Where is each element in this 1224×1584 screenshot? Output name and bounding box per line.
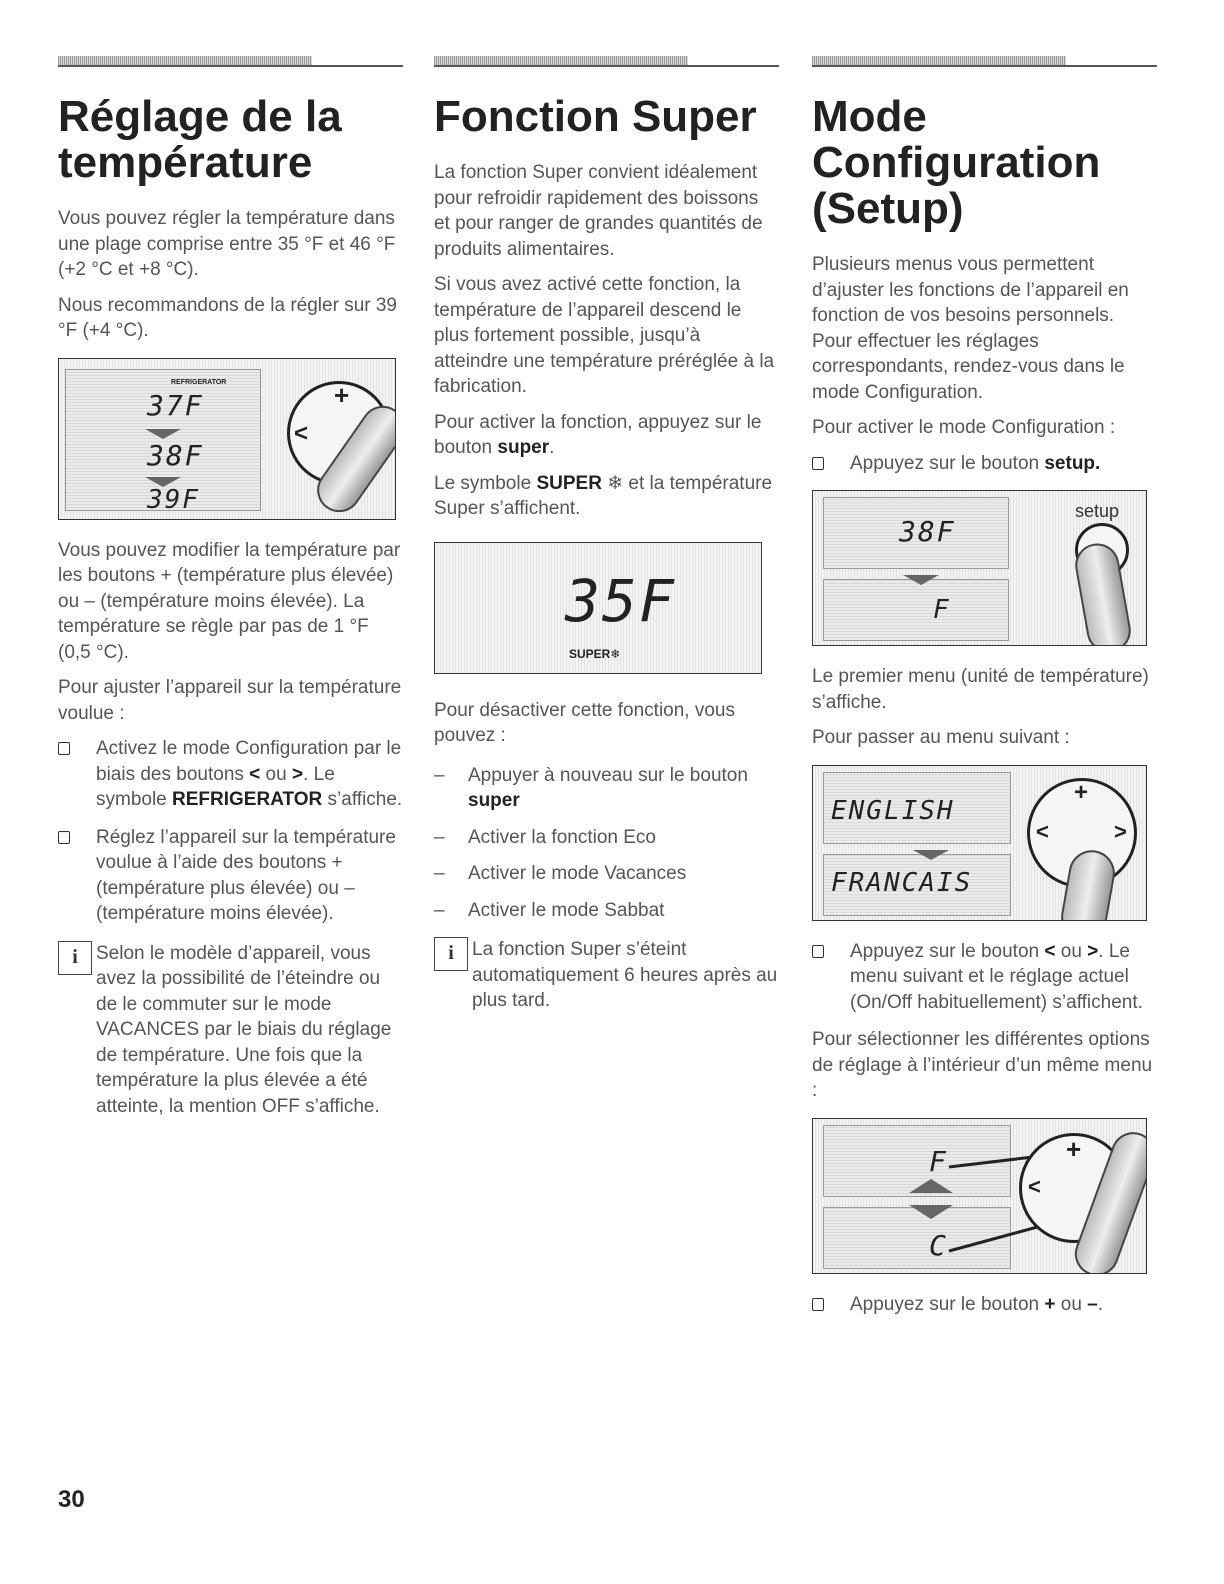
plus-button: +: [334, 379, 350, 410]
temp-value: 38F: [147, 438, 204, 472]
paragraph: Vous pouvez modifier la température par les boutons + (température plus élevée) ou – (température moins élevée). La température se règle par pas de 1 °F (0,5 °C).: [58, 539, 401, 663]
page-number: 30: [58, 1486, 85, 1513]
checkbox-bullet-icon: [812, 457, 824, 470]
column-super-function: [434, 56, 779, 1014]
super-label: SUPER❄: [569, 646, 621, 661]
list-item: – Activer le mode Sabbat: [434, 899, 665, 921]
unit-value: F: [933, 595, 951, 625]
list-item: Appuyez sur le bouton + ou –.: [812, 1292, 1157, 1318]
section-rule: [434, 56, 779, 68]
left-button: <: [1028, 1173, 1041, 1199]
paragraph: Nous recommandons de la régler sur 39 °F (+4 °C).: [58, 294, 398, 341]
arrow-down-icon: [913, 850, 949, 860]
setup-button-label: setup: [1075, 501, 1120, 521]
paragraph: Pour sélectionner les différentes options de réglage à l’intérieur d’un même menu :: [812, 1029, 1153, 1101]
section-rule: [58, 56, 403, 68]
super-temp-value: 35F: [565, 566, 676, 635]
checkbox-bullet-icon: [812, 945, 824, 958]
temperature-panel-illustration: [58, 358, 396, 520]
plus-button: +: [1074, 778, 1089, 806]
arrow-down-icon: [145, 429, 181, 439]
list-item: – Activer le mode Vacances: [434, 863, 687, 884]
paragraph: Pour activer la fonction, appuyez sur le bouton super.: [434, 411, 762, 458]
display-bottom: [823, 579, 1009, 641]
section-title: Fonction Super: [434, 92, 757, 141]
section-rule: [812, 56, 1157, 68]
paragraph: Vous pouvez régler la température dans une plage comprise entre 35 °F et 46 °F (+2 °C et +8 °C).: [58, 208, 396, 280]
info-icon: i: [434, 937, 468, 971]
paragraph: Le symbole SUPER ❄ et la température Super s’affichent.: [434, 472, 773, 519]
left-button: <: [1036, 818, 1049, 844]
list-item: – Appuyer à nouveau sur le bouton super: [434, 764, 748, 811]
temp-value: 37F: [147, 388, 204, 422]
list-item: Appuyez sur le bouton setup.: [812, 451, 1157, 477]
info-icon: i: [58, 941, 92, 975]
section-title: Mode Configuration (Setup): [812, 92, 1101, 233]
checkbox-bullet-icon: [812, 1298, 824, 1311]
menu-line-francais: FRANCAIS: [831, 867, 973, 898]
checkbox-bullet-icon: [58, 831, 70, 844]
refrigerator-label: REFRIGERATOR: [171, 378, 227, 386]
checkbox-bullet-icon: [58, 742, 70, 755]
language-menu-illustration: [812, 765, 1147, 921]
plus-button: +: [1066, 1133, 1082, 1164]
options-menu-illustration: [812, 1118, 1147, 1274]
paragraph: Pour activer le mode Configuration :: [812, 417, 1116, 438]
paragraph: Le premier menu (unité de température) s’affiche.: [812, 666, 1149, 713]
paragraph: Pour passer au menu suivant :: [812, 727, 1070, 748]
info-note: i La fonction Super s’éteint automatiquement 6 heures après au plus tard.: [434, 937, 779, 1014]
super-display-illustration: [434, 542, 762, 674]
paragraph: Pour désactiver cette fonction, vous pouvez :: [434, 699, 735, 746]
option-top: F: [929, 1144, 948, 1178]
paragraph: Pour ajuster l’appareil sur la température voulue :: [58, 677, 402, 724]
list-item: – Activer la fonction Eco: [434, 826, 656, 848]
list-item: Appuyez sur le bouton < ou >. Le menu suivant et le réglage actuel (On/Off habituellement) s’affichent.: [812, 939, 1157, 1016]
column-setup-mode: [812, 56, 1157, 1329]
option-bottom: C: [929, 1228, 948, 1262]
paragraph: Plusieurs menus vous permettent d’ajuster les fonctions de l’appareil en fonction de vos besoins personnels. Pour effectuer les réglages correspondants, rendez-vous dans le mode Configuration.: [812, 254, 1129, 403]
paragraph: La fonction Super convient idéalement pour refroidir rapidement des boissons et pour ranger de grandes quantités de produits alimentaires.: [434, 162, 763, 260]
list-item: Réglez l’appareil sur la température voulue à l’aide des boutons + (température plus élevée) ou – (température moins élevée).: [58, 825, 403, 927]
menu-line-english: ENGLISH: [831, 795, 955, 826]
info-note: i Selon le modèle d’appareil, vous avez la possibilité de l’éteindre ou de le commuter sur le mode VACANCES par le biais du réglage de température. Une fois que la température la plus élevée a été atteinte, la mention OFF s’affiche.: [58, 941, 403, 1120]
arrow-down-icon: [903, 575, 939, 585]
temp-value: 38F: [899, 515, 956, 548]
temp-value: 39F: [147, 484, 200, 515]
setup-panel-illustration: [812, 490, 1147, 646]
column-temperature: [58, 56, 403, 1119]
section-title: Réglage de la température: [58, 92, 342, 187]
paragraph: Si vous avez activé cette fonction, la température de l’appareil descend le plus fortement possible, jusqu’à atteindre une température préréglée à la fabrication.: [434, 274, 775, 397]
left-button: <: [294, 419, 309, 447]
list-item: Activez le mode Configuration par le biais des boutons < ou >. Le symbole REFRIGERATOR s’affiche.: [58, 736, 403, 813]
right-button: >: [1114, 818, 1127, 844]
